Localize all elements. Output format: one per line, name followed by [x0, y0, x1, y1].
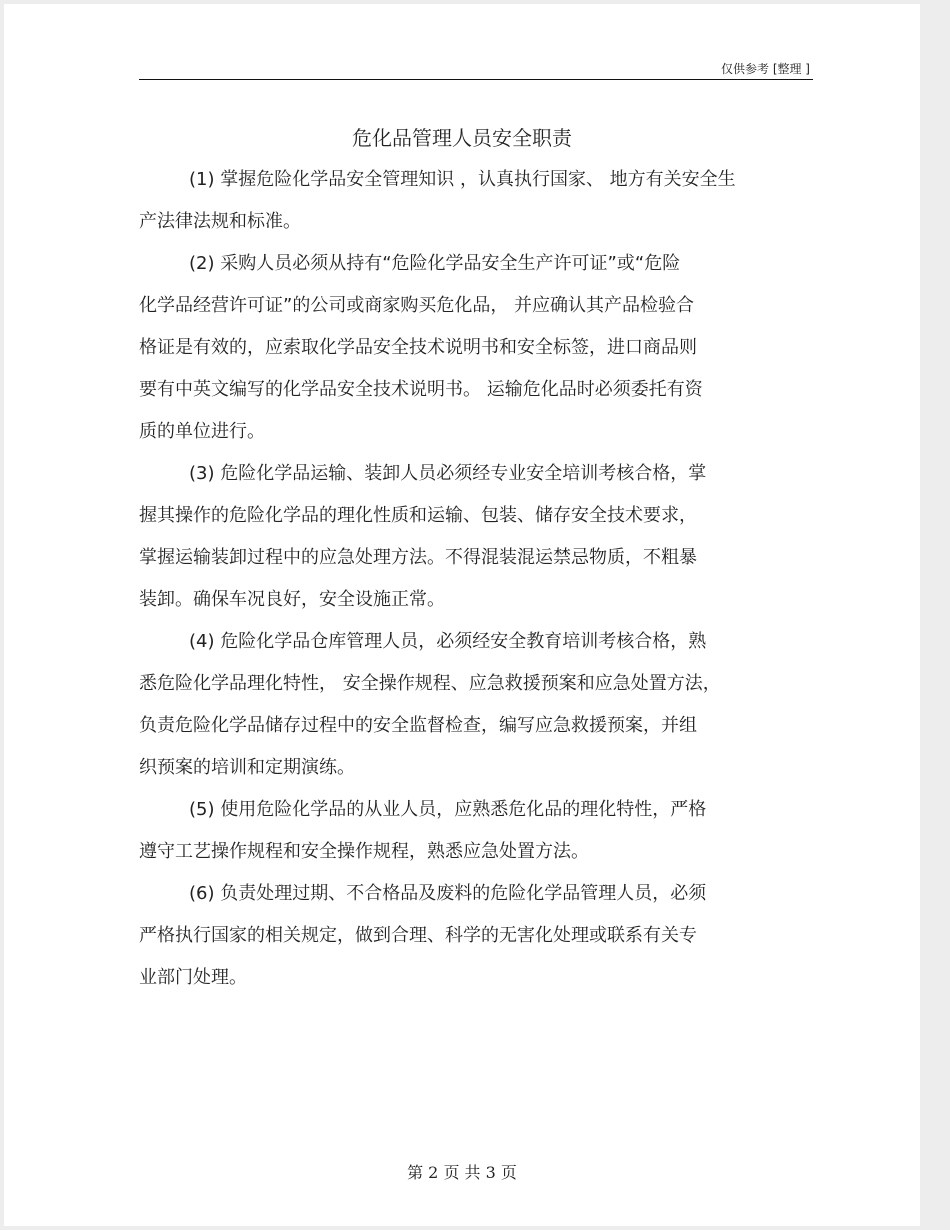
- paragraph-line: 业部门处理。: [139, 967, 247, 988]
- paragraph-line: 严格执行国家的相关规定，做到合理、科学的无害化处理或联系有关专: [139, 925, 697, 946]
- header-divider: [139, 79, 813, 80]
- paragraph-line: 化学品经营许可证”的公司或商家购买危化品， 并应确认其产品检验合: [139, 295, 695, 316]
- paragraph-line: 织预案的培训和定期演练。: [139, 757, 355, 778]
- paragraph-line: 装卸。确保车况良好，安全设施正常。: [139, 589, 445, 610]
- header-note: 仅供参考 [整理 ]: [721, 62, 810, 76]
- document-title: 危化品管理人员安全职责: [352, 126, 572, 150]
- paragraph-line: (4) 危险化学品仓库管理人员，必须经安全教育培训考核合格，熟: [189, 631, 707, 652]
- paragraph: [139, 243, 809, 453]
- paragraph-line: 负责危险化学品储存过程中的安全监督检查，编写应急救援预案，并组: [139, 715, 697, 736]
- paragraph-line: 产法律法规和标准。: [139, 211, 301, 232]
- paragraph: [139, 453, 809, 621]
- paragraph-line: (2) 采购人员必须从持有“危险化学品安全生产许可证”或“危险: [189, 253, 681, 274]
- paragraph: [139, 789, 809, 873]
- paragraph: [139, 159, 809, 243]
- paragraph-line: (1) 掌握危险化学品安全管理知识 ，认真执行国家、 地方有关安全生: [189, 169, 736, 190]
- paragraph: [139, 873, 809, 999]
- paragraph: [139, 621, 809, 789]
- paragraph-line: 掌握运输装卸过程中的应急处理方法。不得混装混运禁忌物质，不粗暴: [139, 547, 697, 568]
- paragraph-line: 遵守工艺操作规程和安全操作规程，熟悉应急处置方法。: [139, 841, 589, 862]
- paragraph-line: 要有中英文编写的化学品安全技术说明书。 运输危化品时必须委托有资: [139, 379, 703, 400]
- document-body: [139, 159, 809, 999]
- document-page: [4, 4, 920, 1226]
- page-number-footer: 第 2 页 共 3 页: [407, 1163, 517, 1182]
- paragraph-line: 格证是有效的，应索取化学品安全技术说明书和安全标签，进口商品则: [139, 337, 697, 358]
- paragraph-line: (5) 使用危险化学品的从业人员，应熟悉危化品的理化特性，严格: [189, 799, 707, 820]
- paragraph-line: (3) 危险化学品运输、装卸人员必须经专业安全培训考核合格，掌: [189, 463, 707, 484]
- paragraph-line: (6) 负责处理过期、不合格品及废料的危险化学品管理人员，必须: [189, 883, 707, 904]
- paragraph-line: 悉危险化学品理化特性， 安全操作规程、应急救援预案和应急处置方法，: [139, 673, 721, 694]
- paragraph-line: 握其操作的危险化学品的理化性质和运输、包装、储存安全技术要求，: [139, 505, 697, 526]
- paragraph-line: 质的单位进行。: [139, 421, 265, 442]
